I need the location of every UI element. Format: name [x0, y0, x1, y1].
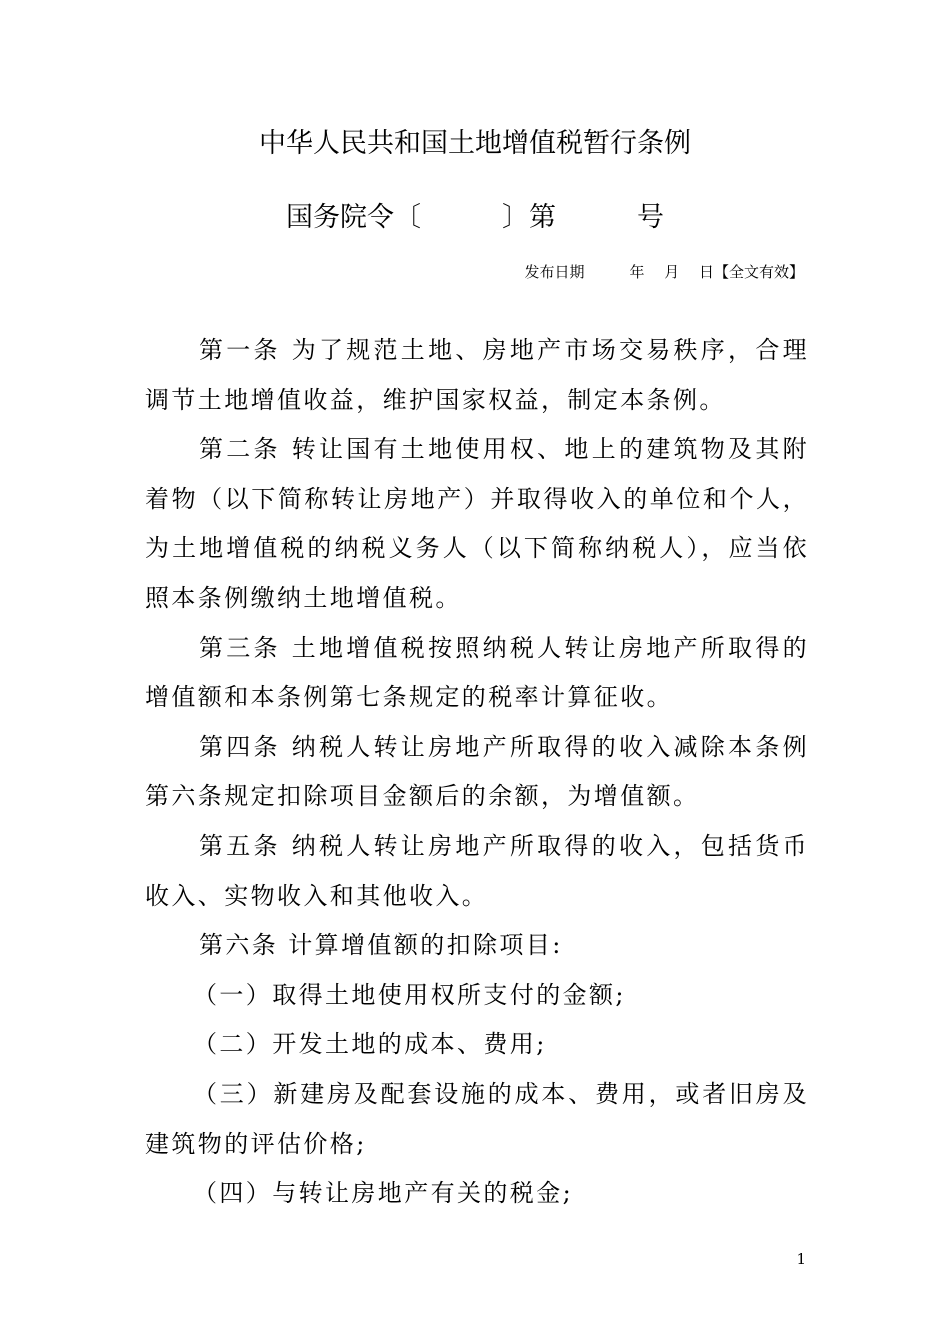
article-4: 第四条 纳税人转让房地产所取得的收入减除本条例第六条规定扣除项目金额后的余额，为增值额。 — [145, 732, 809, 811]
article-3: 第三条 土地增值税按照纳税人转让房地产所取得的增值额和本条例第七条规定的税率计算征收。 — [145, 633, 809, 712]
article-6-item-1: （一）取得土地使用权所支付的金额; — [193, 980, 626, 1009]
document-title: 中华人民共和国土地增值税暂行条例 — [259, 128, 691, 159]
order-number: 国务院令〔 〕第 号 — [286, 202, 664, 233]
article-6-item-3: （三）新建房及配套设施的成本、费用，或者旧房及建筑物的评估价格; — [145, 1079, 809, 1158]
article-2: 第二条 转让国有土地使用权、地上的建筑物及其附着物（以下简称转让房地产）并取得收入的单位和个人，为土地增值税的纳税义务人（以下简称纳税人），应当依照本条例缴纳土地增值税。 — [145, 435, 809, 612]
article-6: 第六条 计算增值额的扣除项目: — [199, 931, 563, 960]
article-6-item-4: （四）与转让房地产有关的税金; — [193, 1179, 574, 1208]
article-5: 第五条 纳税人转让房地产所取得的收入，包括货币收入、实物收入和其他收入。 — [145, 831, 809, 910]
page-number: 1 — [796, 1250, 806, 1268]
article-1: 第一条 为了规范土地、房地产市场交易秩序，合理调节土地增值收益，维护国家权益，制定本条例。 — [145, 336, 809, 414]
document-body — [145, 326, 809, 1219]
publish-date-line: 发布日期 年 月 日【全文有效】 — [524, 263, 804, 281]
article-6-item-2: （二）开发土地的成本、费用; — [193, 1030, 547, 1059]
